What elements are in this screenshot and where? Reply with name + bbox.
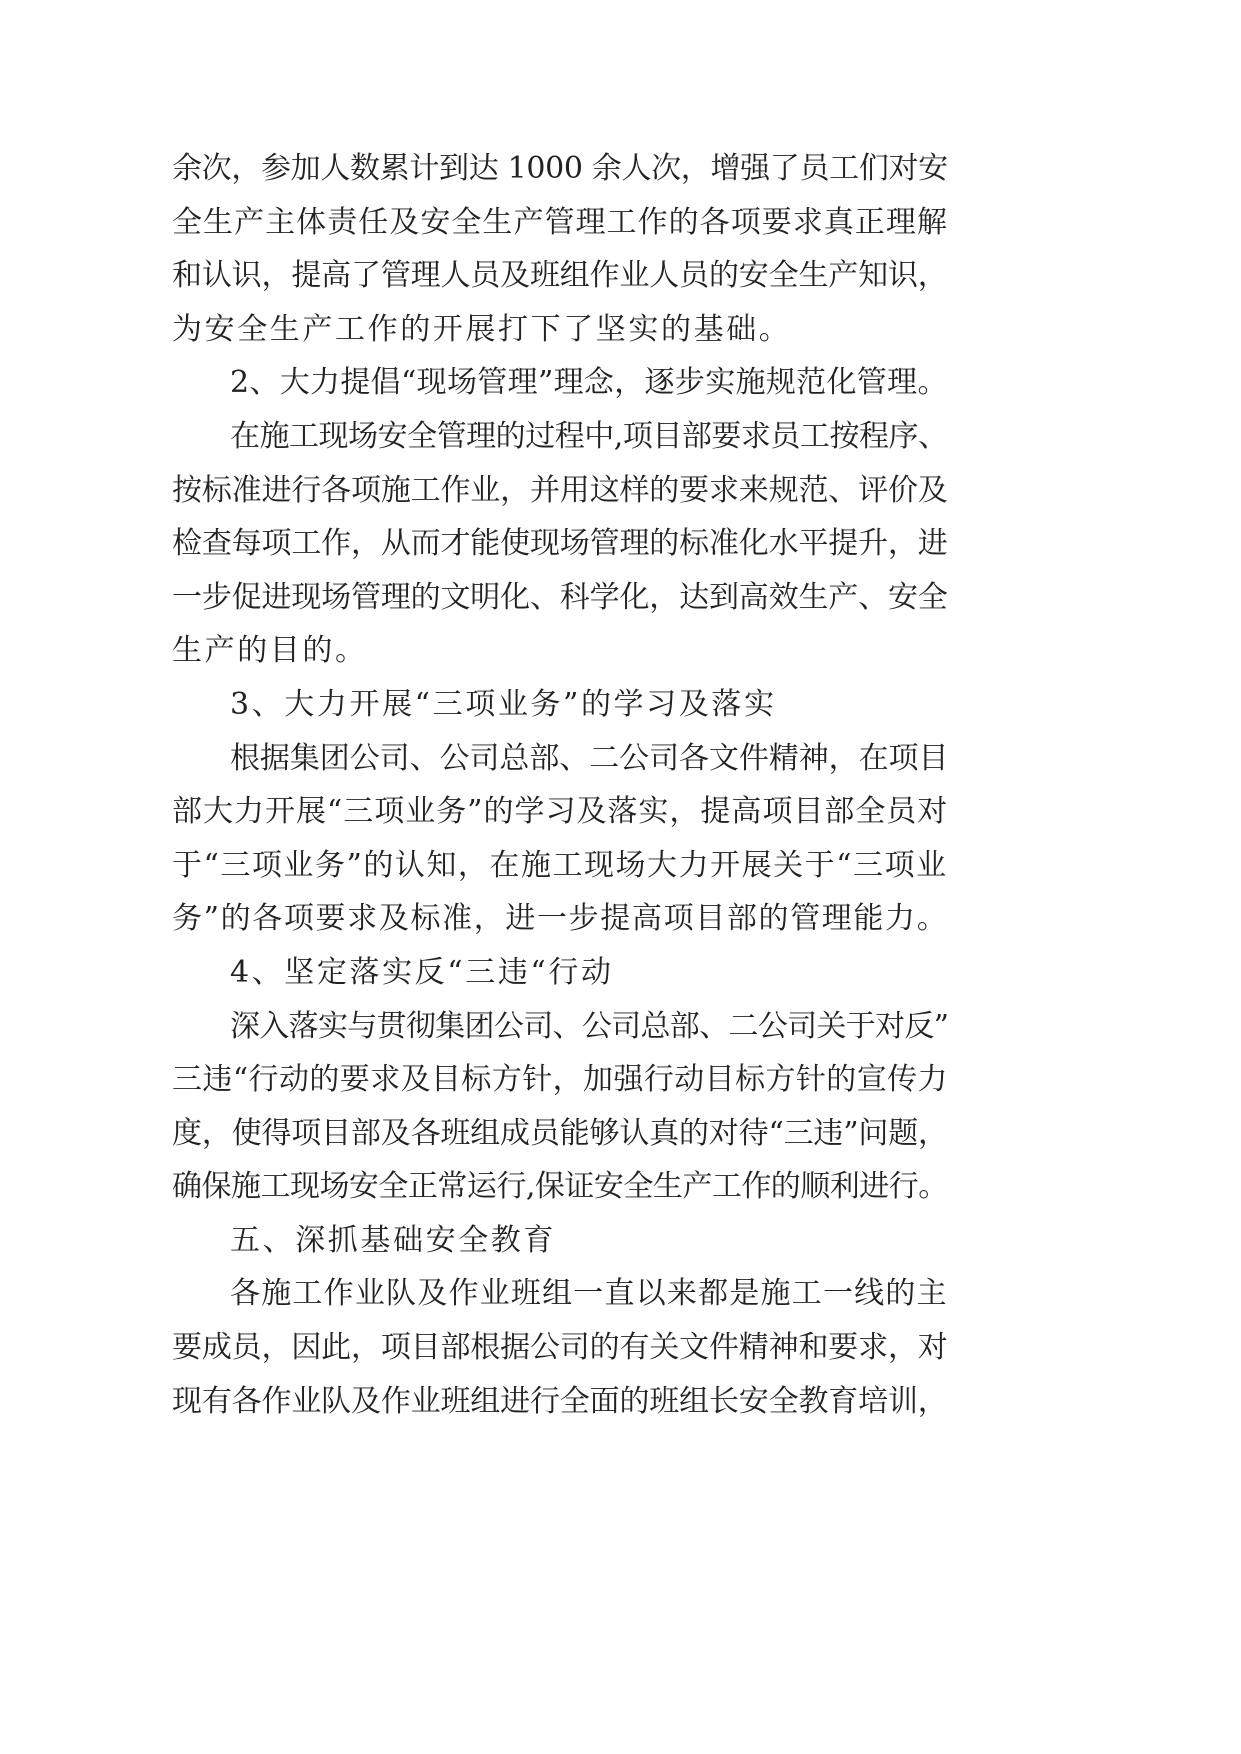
text-line: 2、大力提倡“现场管理”理念，逐步实施规范化管理。 [230,365,948,401]
text-line: 和认识，提高了管理人员及班组作业人员的安全生产知识， [172,258,948,294]
text-line: 三违“行动的要求及目标方针，加强行动目标方针的宣传力 [172,1062,948,1098]
text-line: 在施工现场安全管理的过程中,项目部要求员工按程序、 [230,418,948,454]
text-line: 4、坚定落实反“三违“行动 [230,954,614,990]
text-line: 确保施工现场安全正常运行,保证安全生产工作的顺利进行。 [172,1169,948,1205]
text-line: 深入落实与贯彻集团公司、公司总部、二公司关于对反” [230,1008,949,1044]
text-line: 生产的目的。 [172,633,368,669]
text-line: 根据集团公司、公司总部、二公司各文件精神，在项目 [230,740,949,776]
text-line: 检查每项工作，从而才能使现场管理的标准化水平提升，进 [172,526,948,562]
text-line: 各施工作业队及作业班组一直以来都是施工一线的主 [230,1276,948,1312]
text-line: 现有各作业队及作业班组进行全面的班组长安全教育培训， [172,1383,948,1419]
text-line: 全生产主体责任及安全生产管理工作的各项要求真正理解 [172,204,948,240]
text-line: 于“三项业务”的认知，在施工现场大力开展关于“三项业 [172,847,948,883]
text-line: 余次，参加人数累计到达 1000 余人次，增强了员工们对安 [172,151,948,186]
text-line: 五、深抓基础安全教育 [230,1222,556,1258]
text-line: 部大力开展“三项业务”的学习及落实，提高项目部全员对 [172,794,949,830]
document-body [172,142,948,1428]
text-line: 一步促进现场管理的文明化、科学化，达到高效生产、安全 [172,579,948,615]
text-line: 3、大力开展“三项业务”的学习及落实 [230,686,777,722]
text-line: 要成员，因此，项目部根据公司的有关文件精神和要求，对 [172,1330,948,1366]
text-line: 按标准进行各项施工作业，并用这样的要求来规范、评价及 [172,472,948,508]
text-line: 度，使得项目部及各班组成员能够认真的对待“三违”问题， [172,1115,948,1151]
text-line: 为安全生产工作的开展打下了坚实的基础。 [172,311,792,347]
text-line: 务”的各项要求及标准，进一步提高项目部的管理能力。 [172,901,949,937]
